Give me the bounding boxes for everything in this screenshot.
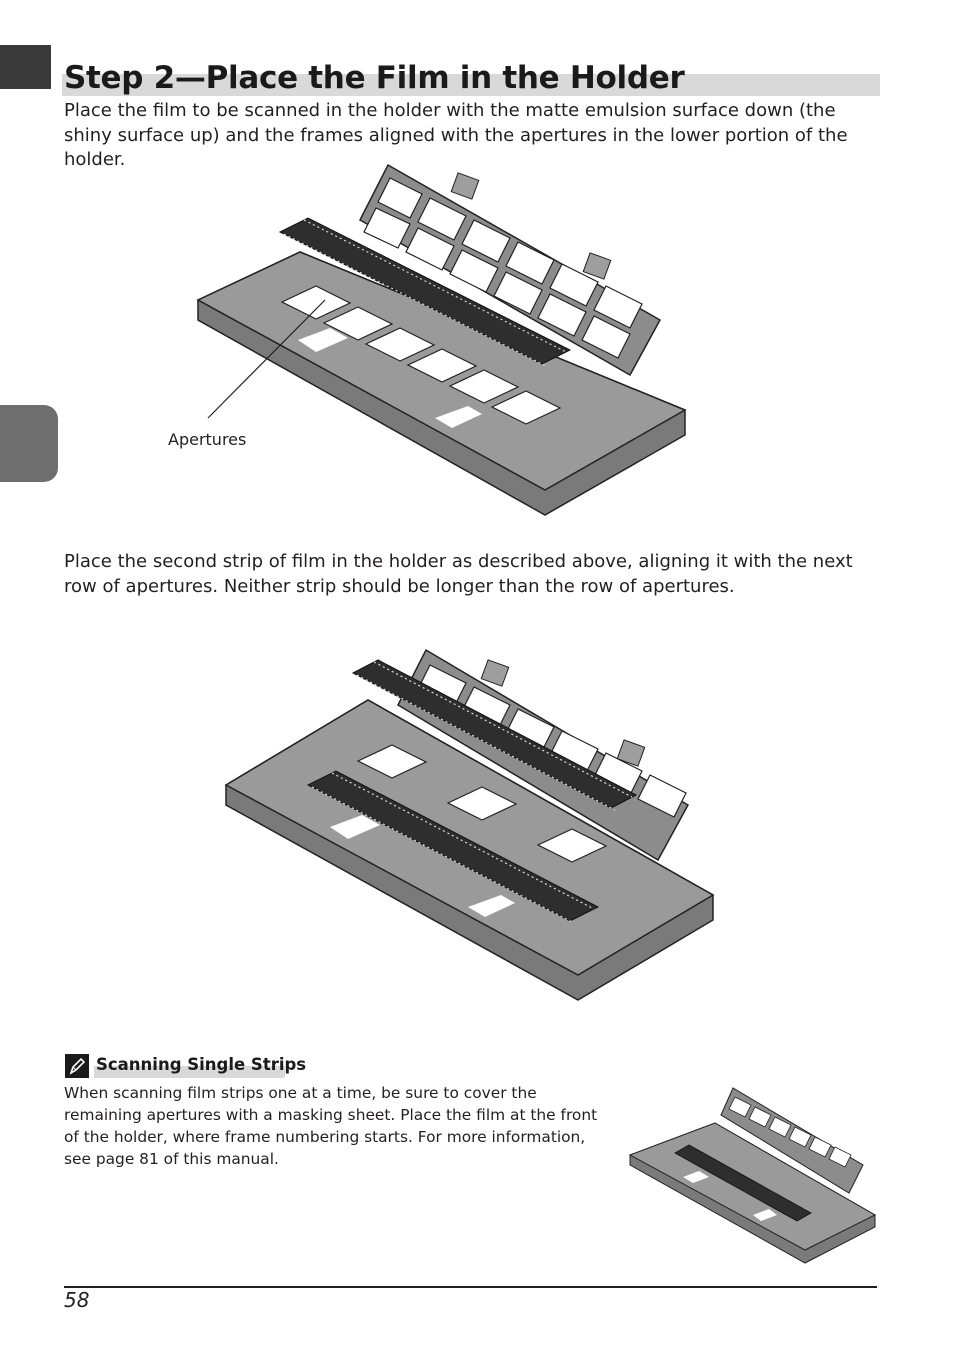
footer-rule (64, 1286, 877, 1288)
note-body: When scanning film strips one at a time, be sure to cover the remaining apertures with a masking sheet. Place the film at the front of the holder, where frame numbering starts. For more information, see page 81 of this manual. (64, 1084, 598, 1168)
film-holder-figure-2 (218, 645, 723, 1005)
page-title: Step 2—Place the Film in the Holder (64, 60, 685, 96)
chapter-corner-tab (0, 45, 51, 89)
apertures-callout-label: Apertures (168, 430, 247, 449)
note-title: Scanning Single Strips (96, 1055, 307, 1074)
second-strip-paragraph: Place the second strip of film in the holder as described above, aligning it with the next row of apertures. Neither strip should be longer than the row of apertures. (64, 551, 853, 597)
film-holder-figure-1 (190, 160, 690, 520)
intro-paragraph: Place the film to be scanned in the holder with the matte emulsion surface down (the shiny surface up) and the frames aligned with the apertures in the lower portion of the holder. (64, 100, 848, 170)
page-number: 58 (64, 1288, 90, 1312)
film-holder-figure-3 (625, 1085, 880, 1265)
pencil-icon (65, 1054, 89, 1078)
chapter-side-tab (0, 405, 58, 482)
